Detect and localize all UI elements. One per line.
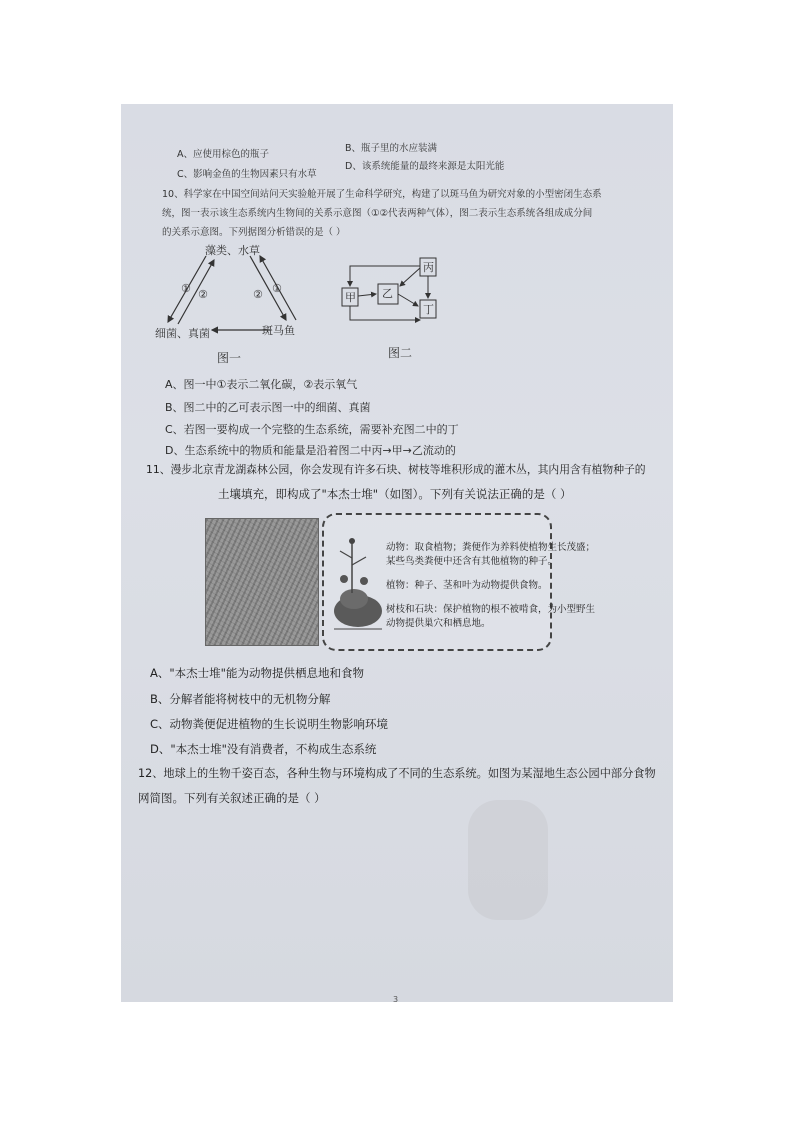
benjes-hedge-callout: [322, 513, 596, 651]
fig1-decomposers-label: 细菌、真菌: [155, 327, 210, 340]
q9-option-a: A、应使用棕色的瓶子: [177, 149, 269, 160]
fig2-yi-label: 乙: [382, 287, 393, 300]
callout-branches-line2: 动物提供巢穴和栖息地。: [386, 618, 491, 629]
fig2-ding-label: 丁: [423, 303, 434, 316]
bleed-through-shadow: [468, 800, 548, 920]
fig1-marker-1-right: ①: [272, 282, 282, 295]
fig1-fish-label: 斑马鱼: [262, 324, 295, 337]
benjes-hedge-photo: [205, 518, 319, 646]
q11-option-a: A、"本杰士堆"能为动物提供栖息地和食物: [150, 666, 364, 680]
q11-stem-line1: 11、漫步北京青龙湖森林公园，你会发现有许多石块、树枝等堆积形成的灌木丛，其内用含有植物种子的: [146, 463, 646, 476]
fig1-marker-2-right: ②: [253, 288, 263, 301]
figure-2-caption: 图二: [388, 346, 413, 360]
q10-stem-line3: 的关系示意图。下列据图分析错误的是（ ）: [162, 227, 346, 238]
q9-option-b: B、瓶子里的水应装满: [345, 143, 438, 154]
fig1-marker-2-left: ②: [198, 288, 208, 301]
q11-stem-line2: 土壤填充，即构成了"本杰士堆"（如图）。下列有关说法正确的是（ ）: [218, 487, 572, 501]
callout-branches-line1: 树枝和石块：保护植物的根不被啃食，为小型野生: [386, 604, 596, 615]
callout-plants-line: 植物：种子、茎和叶为动物提供食物。: [386, 580, 548, 591]
q9-option-c: C、影响金鱼的生物因素只有水草: [177, 169, 317, 180]
q10-option-b: B、图二中的乙可表示图一中的细菌、真菌: [165, 401, 371, 414]
q9-option-d: D、该系统能量的最终来源是太阳光能: [345, 161, 505, 172]
q11-option-d: D、"本杰士堆"没有消费者，不构成生态系统: [150, 742, 377, 756]
fig2-bing-label: 丙: [423, 261, 434, 274]
q12-stem-line2: 网简图。下列有关叙述正确的是（ ）: [138, 791, 326, 805]
q10-option-c: C、若图一要构成一个完整的生态系统，需要补充图二中的丁: [165, 423, 459, 436]
q10-option-d: D、生态系统中的物质和能量是沿着图二中丙→甲→乙流动的: [165, 444, 456, 457]
q12-stem-line1: 12、地球上的生物千姿百态，各种生物与环境构成了不同的生态系统。如图为某湿地生态公园中部分食物: [138, 767, 656, 780]
q11-option-c: C、动物粪便促进植物的生长说明生物影响环境: [150, 717, 389, 731]
q11-option-b: B、分解者能将树枝中的无机物分解: [150, 692, 331, 706]
callout-animals-line1: 动物：取食植物；粪便作为养料使植物生长茂盛；: [386, 542, 596, 553]
fig1-producers-label: 藻类、水草: [205, 244, 260, 257]
q10-stem-line1: 10、科学家在中国空间站问天实验舱开展了生命科学研究，构建了以斑马鱼为研究对象的小型密闭生态系: [162, 189, 602, 200]
benjes-hedge-illustration: [332, 533, 384, 633]
q10-stem-line2: 统，图一表示该生态系统内生物间的关系示意图（①②代表两种气体），图二表示生态系统各组成成分间: [162, 208, 593, 219]
q10-option-a: A、图一中①表示二氧化碳，②表示氧气: [165, 378, 358, 391]
fig1-marker-1-left: ①: [181, 282, 191, 295]
callout-animals-line2: 某些鸟类粪便中还含有其他植物的种子。: [386, 556, 558, 567]
page-number: 3: [393, 995, 399, 1004]
fig2-jia-label: 甲: [345, 291, 356, 304]
figure-1-caption: 图一: [217, 351, 242, 365]
